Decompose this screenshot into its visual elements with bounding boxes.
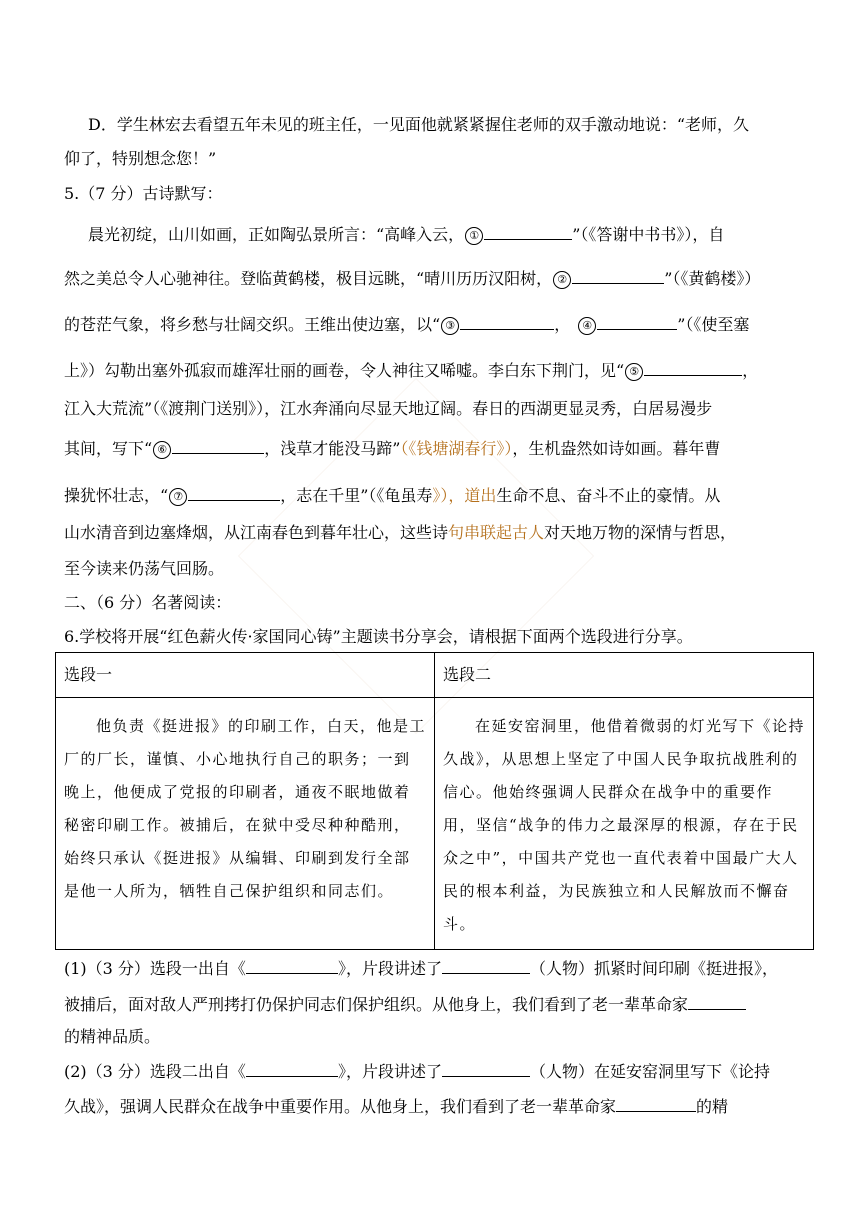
sub1-person-blank[interactable] bbox=[442, 957, 530, 974]
passages-table bbox=[55, 652, 814, 950]
q6-intro: 6.学校将开展“红色薪火传·家国同心铸”主题读书分享会，请根据下面两个选段进行分享。 bbox=[64, 627, 693, 646]
q5-line9: 至今读来仍荡气回肠。 bbox=[64, 559, 225, 578]
q5-line3: 的苍茫气象，将乡愁与壮阔交织。王维出使边塞，以“ ③ ， ④ ”（《使至塞 bbox=[64, 315, 750, 334]
q5-line6: 其间，写下“ ⑥ ，浅草才能没马蹄”（《钱塘湖春行》），生机盎然如诗如画。暮年曹 bbox=[64, 439, 721, 458]
blank-7[interactable] bbox=[188, 484, 280, 501]
blank-6[interactable] bbox=[172, 437, 264, 454]
passage2-header-cell bbox=[435, 653, 814, 698]
q5-line4: 上》）勾勒出塞外孤寂而雄浑壮丽的画卷，令人神往又唏嘘。李白东下荆门，见“ ⑤ ， bbox=[64, 361, 759, 380]
blank-marker-6: ⑥ bbox=[153, 441, 171, 459]
q5-line5: 江入大荒流”（《渡荆门送别》），江水奔涌向尽显天地辽阔。春日的西湖更显灵秀，白居易漫步 bbox=[64, 399, 713, 418]
q5-line1: 晨光初绽，山川如画，正如陶弘景所言：“高峰入云， ① ”（《答谢中书书》），自 bbox=[88, 225, 725, 244]
blank-2[interactable] bbox=[572, 267, 664, 284]
blank-marker-4: ④ bbox=[578, 317, 596, 335]
q5-line7: 操犹怀壮志，“ ⑦ ，志在千里”（《龟虽寿》），道出生命不息、奋斗不止的豪情。从 bbox=[64, 486, 721, 505]
sub2-book-blank[interactable] bbox=[246, 1060, 338, 1077]
q6-sub1-line3: 的精神品质。 bbox=[64, 1027, 161, 1046]
q5-line8: 山水清音到边塞烽烟，从江南春色到暮年壮心，这些诗句串联起古人对天地万物的深情与哲思， bbox=[64, 523, 737, 542]
passage1-header-cell bbox=[56, 653, 435, 698]
blank-1[interactable] bbox=[484, 223, 572, 240]
passage2-cell bbox=[435, 698, 814, 950]
q6-sub1-line2: 被捕后，面对敌人严刑拷打仍保护同志们保护组织。从他身上，我们看到了老一辈革命家 bbox=[64, 993, 746, 1016]
passage1-header: 选段一 bbox=[64, 665, 113, 684]
passage1-text: 他负责《挺进报》的印刷工作，白天，他是工厂的厂长，谨慎、小心地执行自己的职务；一到晚上，他便成了党报的印刷者，通夜不眠地做着秘密印刷工作。被捕后，在狱中受尽种种酷刑，始终只承认《挺进报》从编辑、印刷到发行全部是他一人所为，牺牲自己保护组织和同志们。 bbox=[64, 717, 427, 900]
q6-sub1-line1: (1)（3 分）选段一出自《 》，片段讲述了 （人物）抓紧时间印刷《挺进报》， bbox=[64, 959, 778, 978]
q6-sub2-line2: 久战》，强调人民群众在战争中重要作用。从他身上，我们看到了老一辈革命家 的精 bbox=[64, 1097, 729, 1116]
blank-4[interactable] bbox=[597, 313, 677, 330]
blank-marker-7: ⑦ bbox=[169, 488, 187, 506]
sub2-quality-blank[interactable] bbox=[616, 1095, 696, 1112]
passage2-header: 选段二 bbox=[443, 665, 492, 684]
section2-title: 二、（6 分）名著阅读： bbox=[64, 593, 232, 612]
blank-3[interactable] bbox=[460, 313, 554, 330]
passage1-cell bbox=[56, 698, 435, 950]
sub1-book-blank[interactable] bbox=[246, 957, 338, 974]
option-d-line2: 仰了，特别想念您！” bbox=[64, 149, 217, 168]
sub1-quality-blank[interactable] bbox=[688, 993, 746, 1010]
q6-sub2-line1: (2)（3 分）选段二出自《 》，片段讲述了 （人物）在延安窑洞里写下《论持 bbox=[64, 1062, 770, 1081]
passage2-text: 在延安窑洞里，他借着微弱的灯光写下《论持久战》，从思想上坚定了中国人民争取抗战胜利的信心。他始终强调人民群众在战争中的重要作用，坚信“战争的伟力之最深厚的根源，存在于民众之中”，中国共产党也一直代表着中国最广大人民的根本利益，为民族独立和人民解放而不懈奋斗。 bbox=[443, 717, 806, 933]
q5-title: 5.（7 分）古诗默写： bbox=[64, 184, 223, 203]
blank-marker-2: ② bbox=[553, 271, 571, 289]
blank-marker-1: ① bbox=[465, 227, 483, 245]
q5-line2: 然之美总令人心驰神往。登临黄鹤楼，极目远眺，“晴川历历汉阳树， ② ”（《黄鹤楼》） bbox=[64, 269, 761, 288]
blank-5[interactable] bbox=[644, 359, 742, 376]
option-d-line1: D．学生林宏去看望五年未见的班主任，一见面他就紧紧握住老师的双手激动地说：“老师，久 bbox=[88, 115, 750, 134]
blank-marker-3: ③ bbox=[441, 317, 459, 335]
sub2-person-blank[interactable] bbox=[442, 1060, 530, 1077]
blank-marker-5: ⑤ bbox=[625, 363, 643, 381]
